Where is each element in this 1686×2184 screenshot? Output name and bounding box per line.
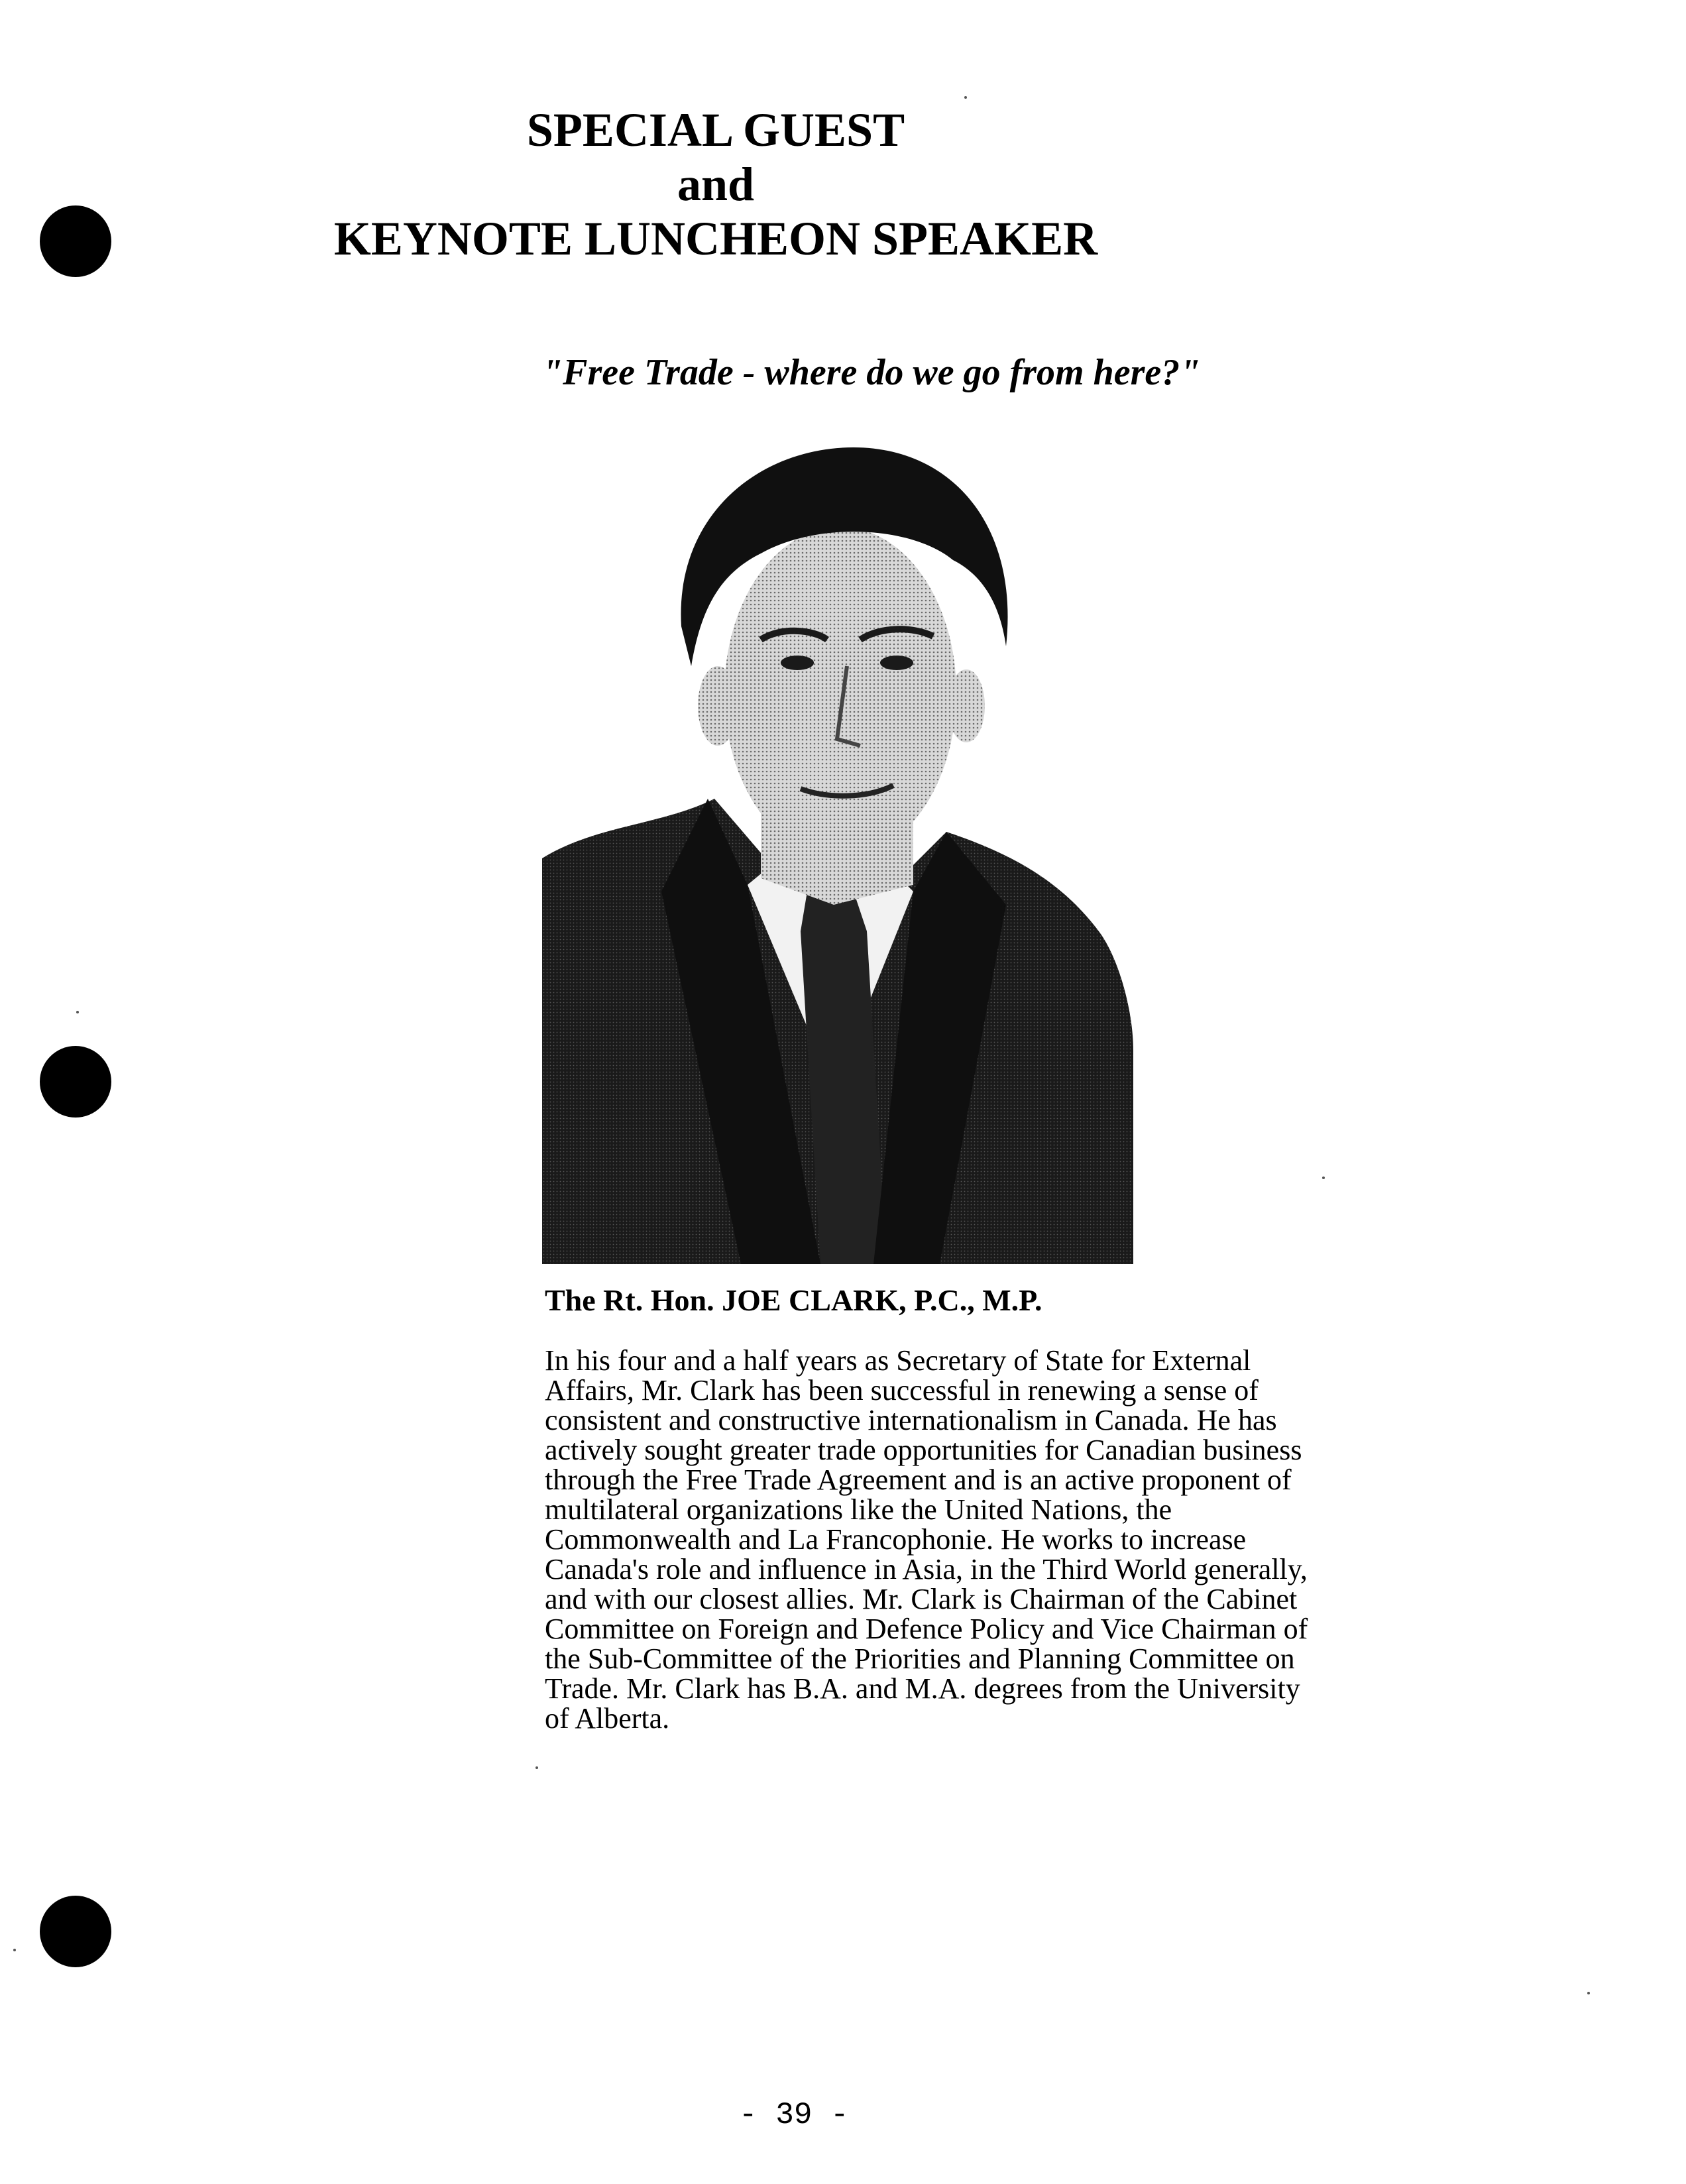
punch-hole-middle [40, 1046, 111, 1118]
speaker-portrait-icon [542, 428, 1133, 1264]
scan-speck [964, 96, 967, 99]
speaker-biography [545, 1346, 1473, 1733]
bio-line: multilateral organizations like the United Nations, the [545, 1493, 1172, 1526]
heading-line-keynote: KEYNOTE LUNCHEON SPEAKER [333, 212, 1098, 265]
bio-line: of Alberta. [545, 1702, 670, 1735]
scan-speck [76, 1011, 79, 1013]
punch-hole-bottom [40, 1896, 111, 1967]
scan-speck [535, 1766, 538, 1769]
bio-line: consistent and constructive internationalism in Canada. He has [545, 1404, 1277, 1436]
page-number: - 39 - [739, 2098, 849, 2132]
bio-line: Trade. Mr. Clark has B.A. and M.A. degrees from the University [545, 1672, 1300, 1705]
bio-line: through the Free Trade Agreement and is an active proponent of [545, 1464, 1292, 1496]
heading-line-special-guest: SPECIAL GUEST [526, 103, 905, 156]
speaker-caption: The Rt. Hon. JOE CLARK, P.C., M.P. [545, 1283, 1042, 1317]
bio-line: actively sought greater trade opportunities for Canadian business [545, 1434, 1302, 1466]
bio-line: Committee on Foreign and Defence Policy and Vice Chairman of [545, 1613, 1308, 1645]
talk-title: "Free Trade - where do we go from here?" [542, 352, 1201, 393]
scan-speck [1587, 1992, 1590, 1994]
heading-line-and: and [677, 158, 755, 211]
bio-line: and with our closest allies. Mr. Clark is Chairman of the Cabinet [545, 1583, 1298, 1615]
scan-speck [1322, 1177, 1325, 1179]
punch-hole-top [40, 205, 111, 277]
scan-speck [13, 1949, 16, 1951]
speaker-portrait [542, 428, 1133, 1264]
bio-line: Commonwealth and La Francophonie. He works to increase [545, 1523, 1247, 1556]
bio-line: Canada's role and influence in Asia, in the Third World generally, [545, 1553, 1308, 1585]
bio-line: the Sub-Committee of the Priorities and Planning Committee on [545, 1642, 1295, 1675]
bio-line: Affairs, Mr. Clark has been successful in renewing a sense of [545, 1374, 1259, 1407]
bio-line: In his four and a half years as Secretary of State for External [545, 1344, 1251, 1377]
page-heading [252, 103, 1180, 266]
